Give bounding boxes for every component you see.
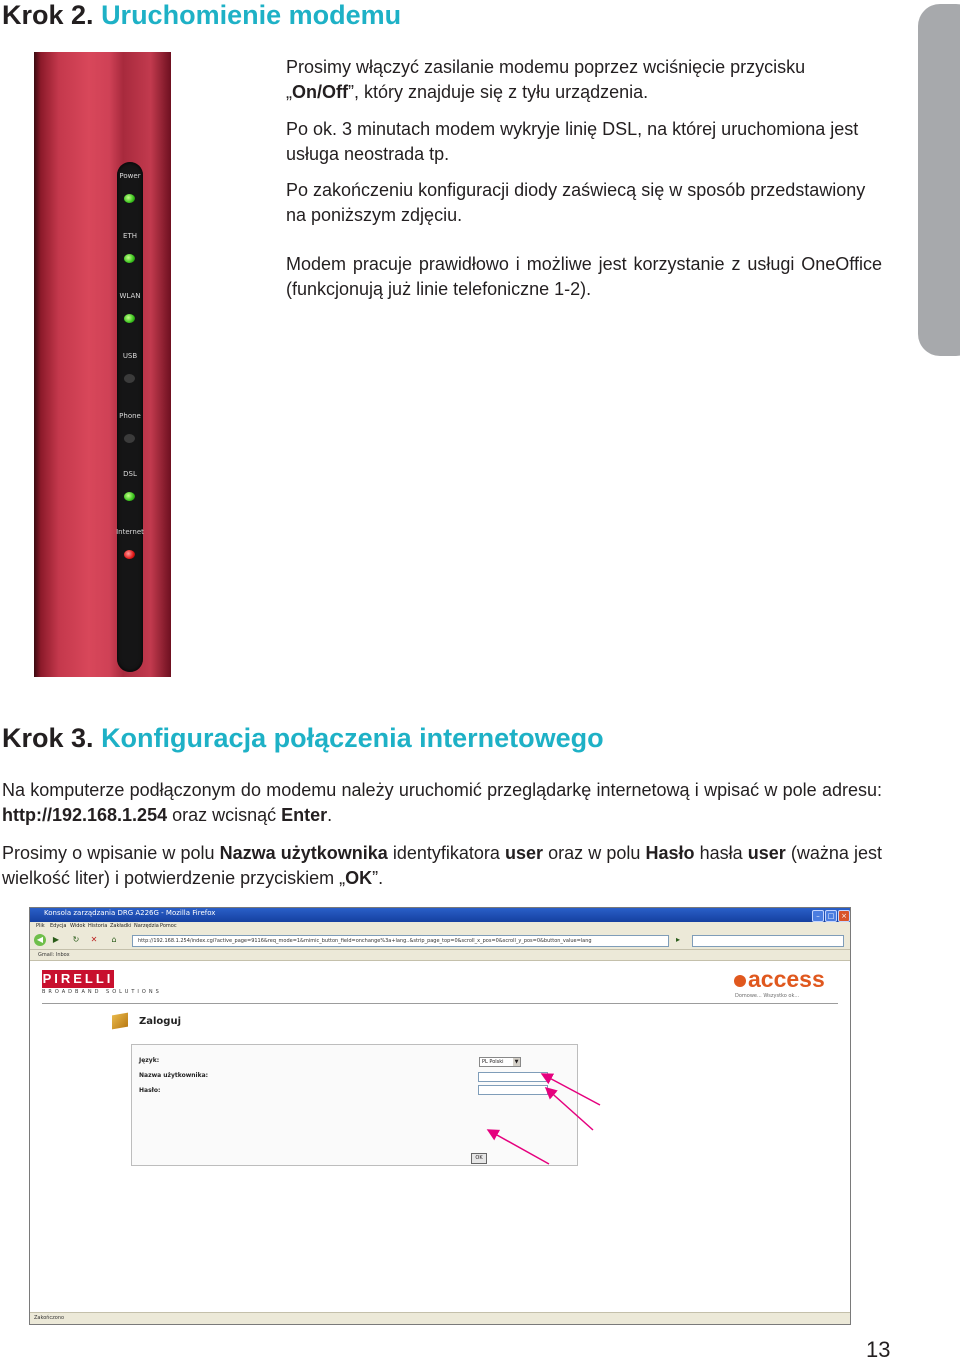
ok-button[interactable]: OK — [471, 1153, 487, 1164]
language-select[interactable]: PL Polski ▼ — [479, 1057, 521, 1067]
password-value: user — [747, 843, 786, 863]
led-usb-icon — [124, 374, 135, 383]
browser-screenshot — [29, 907, 851, 1325]
step3-title: Konfiguracja połączenia internetowego — [101, 723, 604, 753]
step3-number: Krok 3. — [2, 723, 94, 753]
ok-label: OK — [345, 867, 373, 888]
led-label-eth: ETH — [123, 232, 137, 240]
menu-help[interactable]: Pomoc — [160, 923, 177, 929]
window-title: Konsola zarządzania DRG A226G - Mozilla Firefox — [44, 909, 216, 917]
maximize-icon[interactable]: □ — [825, 910, 837, 922]
language-label: Język: — [139, 1057, 160, 1064]
home-icon[interactable]: ⌂ — [111, 935, 117, 944]
step3-paragraph-2: Prosimy o wpisanie w polu Nazwa użytkownika identyfikatora user oraz w polu Hasło hasła user (ważna jest wielkość liter) i potwierdzenie przyciskiem „OK”. — [2, 843, 882, 888]
arrow-to-password — [546, 1088, 593, 1130]
led-eth-icon — [124, 254, 135, 263]
modem-photo — [34, 52, 171, 677]
menu-view[interactable]: Widok — [70, 923, 86, 929]
password-label: Hasło: — [139, 1087, 161, 1094]
go-icon[interactable]: ▸ — [675, 935, 680, 944]
stop-icon[interactable]: ✕ — [90, 935, 98, 944]
password-field-name: Hasło — [645, 843, 695, 863]
minimize-icon[interactable]: – — [812, 910, 824, 922]
arrow-to-ok — [488, 1130, 549, 1164]
reload-icon[interactable]: ↻ — [72, 935, 80, 944]
username-field-name: Nazwa użytkownika — [219, 843, 388, 863]
access-logo: access — [734, 966, 825, 993]
led-wlan-icon — [124, 314, 135, 323]
on-off-label: On/Off — [292, 81, 348, 102]
led-label-usb: USB — [122, 352, 138, 360]
step2-paragraph-2: Po ok. 3 minutach modem wykryje linię DSL, na której uruchomiona jest usługa neostrada tp. — [286, 119, 859, 164]
step2-paragraph-1: Prosimy włączyć zasilanie modemu poprzez wciśnięcie przycisku „On/Off”, który znajduje się z tyłu urządzenia. — [286, 57, 806, 102]
menu-history[interactable]: Historia — [88, 923, 108, 929]
forward-icon[interactable]: ▶ — [52, 935, 60, 944]
username-value: user — [505, 843, 544, 863]
page-number: 13 — [866, 1337, 891, 1362]
access-tagline: Domowe... Wszystko ok... — [735, 993, 800, 999]
status-text: Zakończono — [34, 1315, 65, 1321]
close-icon[interactable]: × — [838, 910, 850, 922]
enter-key-label: Enter — [281, 804, 328, 825]
led-phone-icon — [124, 434, 135, 443]
menu-edit[interactable]: Edycja — [50, 923, 67, 929]
step2-number: Krok 2. — [2, 0, 94, 30]
browser-statusbar — [30, 1312, 850, 1325]
step2-paragraph-3: Po zakończeniu konfiguracji diody zaświecą się w sposób przedstawiony na poniższym zdjęciu. — [286, 180, 866, 225]
led-label-power: Power — [119, 172, 141, 180]
menu-file[interactable]: Plik — [36, 923, 45, 929]
bookmark-gmail[interactable]: Gmail: Inbox — [38, 952, 70, 958]
chevron-down-icon: ▼ — [514, 1059, 519, 1065]
led-label-dsl: DSL — [123, 470, 137, 478]
step2-paragraph-4: Modem pracuje prawidłowo i możliwe jest korzystanie z usługi OneOffice (funkcjonują już linie telefoniczne 1-2). — [286, 254, 882, 299]
side-tab — [918, 4, 960, 356]
back-icon[interactable]: ◀ — [34, 934, 46, 946]
menu-bookmarks[interactable]: Zakładki — [110, 923, 132, 929]
router-address: http://192.168.1.254 — [2, 804, 168, 825]
login-title: Zaloguj — [139, 1016, 182, 1027]
led-power-icon — [124, 194, 135, 203]
led-label-internet: Internet — [116, 528, 144, 536]
annotation-arrows — [30, 908, 850, 1324]
step3-paragraph-1: Na komputerze podłączonym do modemu należy uruchomić przeglądarkę internetową i wpisać w pole adresu: http://192.168.1.254 oraz wcisnąć Enter. — [2, 780, 882, 825]
pirelli-wordmark: PIRELLI — [42, 971, 114, 986]
step2-title: Uruchomienie modemu — [101, 0, 402, 30]
led-dsl-icon — [124, 492, 135, 501]
pirelli-subtitle: BROADBAND SOLUTIONS — [42, 989, 162, 995]
address-bar[interactable]: http://192.168.1.254/index.cgi?active_page=9116&req_mode=1&mimic_button_field=onchange%3a+lang..&strip_page_top=0&scroll_x_pos=0&scroll_y_pos=0&button_value=lang — [132, 935, 669, 947]
led-label-phone: Phone — [119, 412, 141, 420]
step2-heading — [2, 0, 401, 31]
step3-heading — [2, 723, 604, 754]
arrow-to-username — [542, 1074, 600, 1105]
menu-tools[interactable]: Narzędzia — [134, 923, 159, 929]
username-label: Nazwa użytkownika: — [139, 1072, 209, 1079]
led-internet-icon — [124, 550, 135, 559]
led-label-wlan: WLAN — [119, 292, 141, 300]
